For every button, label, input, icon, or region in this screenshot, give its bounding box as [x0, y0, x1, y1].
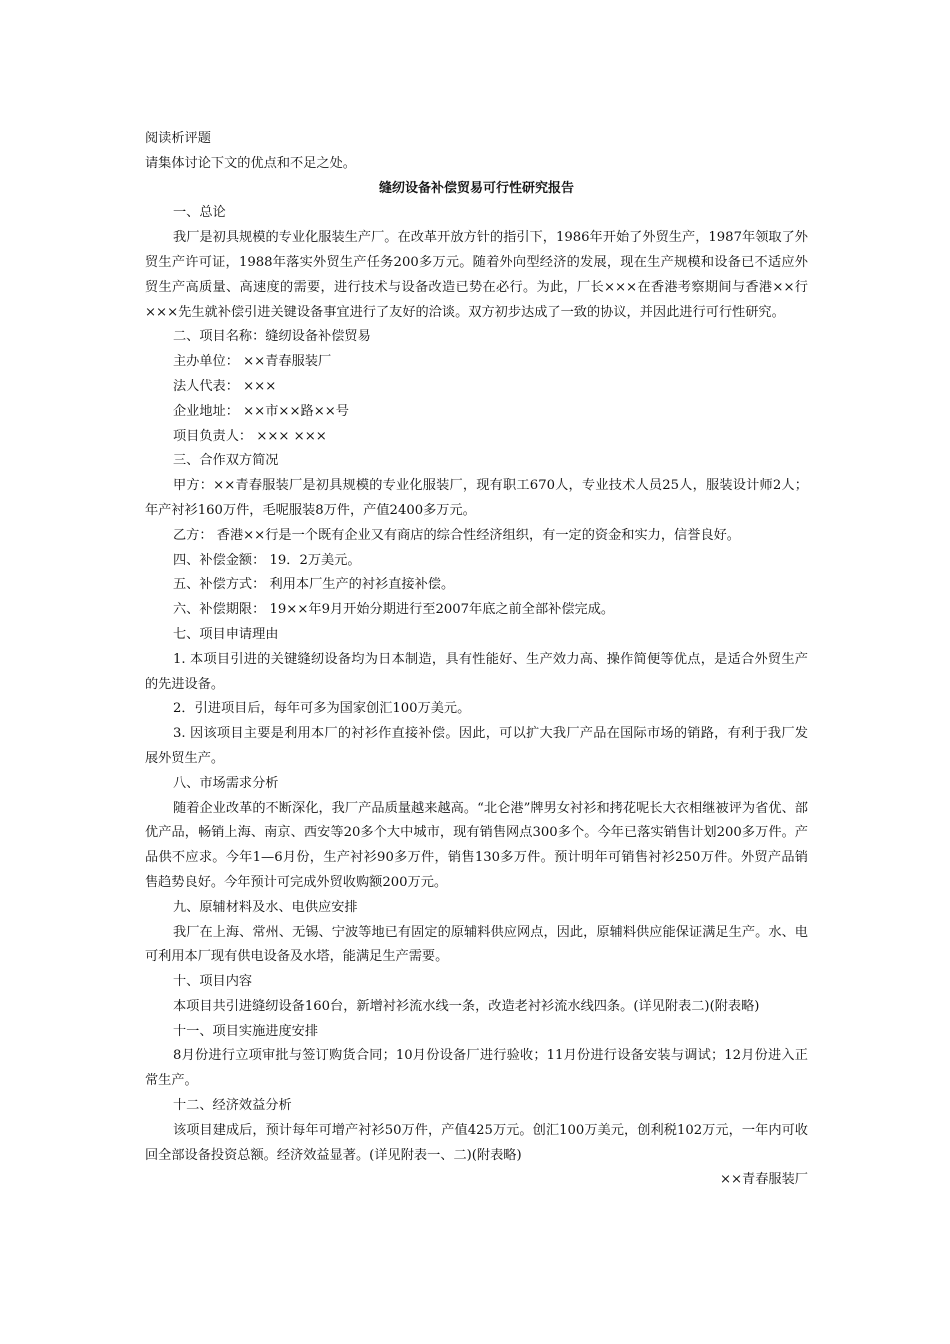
intro-line-2: 请集体讨论下文的优点和不足之处。	[145, 155, 356, 171]
section-1-heading: 一、总论	[173, 205, 226, 221]
project-manager-line: 项目负责人： ××× ×××	[173, 428, 327, 444]
legal-rep-line: 法人代表： ×××	[173, 378, 277, 394]
reason-item-2: 2．引进项目后，每年可多为国家创汇100万美元。	[173, 701, 471, 717]
section-8-heading: 八、市场需求分析	[173, 775, 279, 791]
section-3-heading: 三、合作双方简况	[173, 453, 279, 469]
section-10-heading: 十、项目内容	[173, 974, 253, 990]
section-2-heading: 二、项目名称：缝纫设备补偿贸易	[173, 329, 371, 345]
section-7-heading: 七、项目申请理由	[173, 626, 279, 642]
sponsor-line: 主办单位： ××青春服装厂	[173, 354, 332, 370]
section-9-heading: 九、原辅材料及水、电供应安排	[173, 899, 358, 915]
reason-item-1: 1. 本项目引进的关键缝纫设备均为日本制造，具有性能好、生产效力高、操作简便等优点，是适合外贸生产的先进设备。	[145, 651, 808, 692]
party-a-paragraph: 甲方：××青春服装厂是初具规模的专业化服装厂，现有职工670人，专业技术人员25人，服装设计师2人；年产衬衫160万件，毛呢服装8万件，产值2400多万元。	[145, 478, 808, 518]
reason-item-3: 3. 因该项目主要是利用本厂的衬衫作直接补偿。因此，可以扩大我厂产品在国际市场的销路，有利于我厂发展外贸生产。	[145, 726, 808, 766]
address-line: 企业地址： ××市××路××号	[173, 403, 349, 419]
party-b-paragraph: 乙方： 香港××行是一个既有企业又有商店的综合性经济组织，有一定的资金和实力，信誉良好。	[173, 527, 740, 543]
section-11-body: 8月份进行立项审批与签订购货合同；10月份设备厂进行验收；11月份进行设备安装与调试；12月份进入正常生产。	[145, 1048, 808, 1089]
signature-line: ××青春服装厂	[719, 1172, 808, 1188]
document-page	[145, 127, 808, 1193]
section-11-heading: 十一、项目实施进度安排	[173, 1023, 319, 1039]
section-12-body: 该项目建成后，预计每年可增产衬衫50万件，产值425万元。创汇100万美元，创利税102万元，一年内可收回全部设备投资总额。经济效益显著。(详见附表一、二)(附表略)	[145, 1122, 808, 1163]
section-8-body: 随着企业改革的不断深化，我厂产品质量越来越高。“北仑港”牌男女衬衫和拷花呢长大衣相继被评为省优、部优产品，畅销上海、南京、西安等20多个大中城市，现有销售网点300多个。今年已落实销售计划200多万件。产品供不应求。今年1—6月份，生产衬衫90多万件，销售130多万件。预计明年可销售衬衫250万件。外贸产品销售趋势良好。今年预计可完成外贸收购额200万元。	[145, 800, 808, 890]
section-4-line: 四、补偿金额： 19．2万美元。	[173, 552, 361, 568]
section-5-line: 五、补偿方式： 利用本厂生产的衬衫直接补偿。	[173, 577, 455, 593]
section-1-body: 我厂是初具规模的专业化服装生产厂。在改革开放方针的指引下，1986年开始了外贸生产，1987年领取了外贸生产许可证，1988年落实外贸生产任务200多万元。随着外向型经济的发展，现在生产规模和设备已不适应外贸生产高质量、高速度的需要，进行技术与设备改造已势在必行。为此，厂长×××在香港考察期间与香港××行×××先生就补偿引进关键设备事宜进行了友好的洽谈。双方初步达成了一致的协议，并因此进行可行性研究。	[145, 230, 808, 320]
section-10-body: 本项目共引进缝纫设备160台，新增衬衫流水线一条，改造老衬衫流水线四条。(详见附表二)(附表略)	[173, 998, 760, 1014]
report-title: 缝纫设备补偿贸易可行性研究报告	[378, 180, 574, 196]
section-9-body: 我厂在上海、常州、无锡、宁波等地已有固定的原辅料供应网点，因此，原辅料供应能保证满足生产。水、电可利用本厂现有供电设备及水塔，能满足生产需要。	[145, 924, 808, 965]
intro-line-1: 阅读析评题	[145, 131, 211, 146]
section-12-heading: 十二、经济效益分析	[173, 1098, 292, 1114]
section-6-line: 六、补偿期限： 19××年9月开始分期进行至2007年底之前全部补偿完成。	[173, 602, 615, 618]
